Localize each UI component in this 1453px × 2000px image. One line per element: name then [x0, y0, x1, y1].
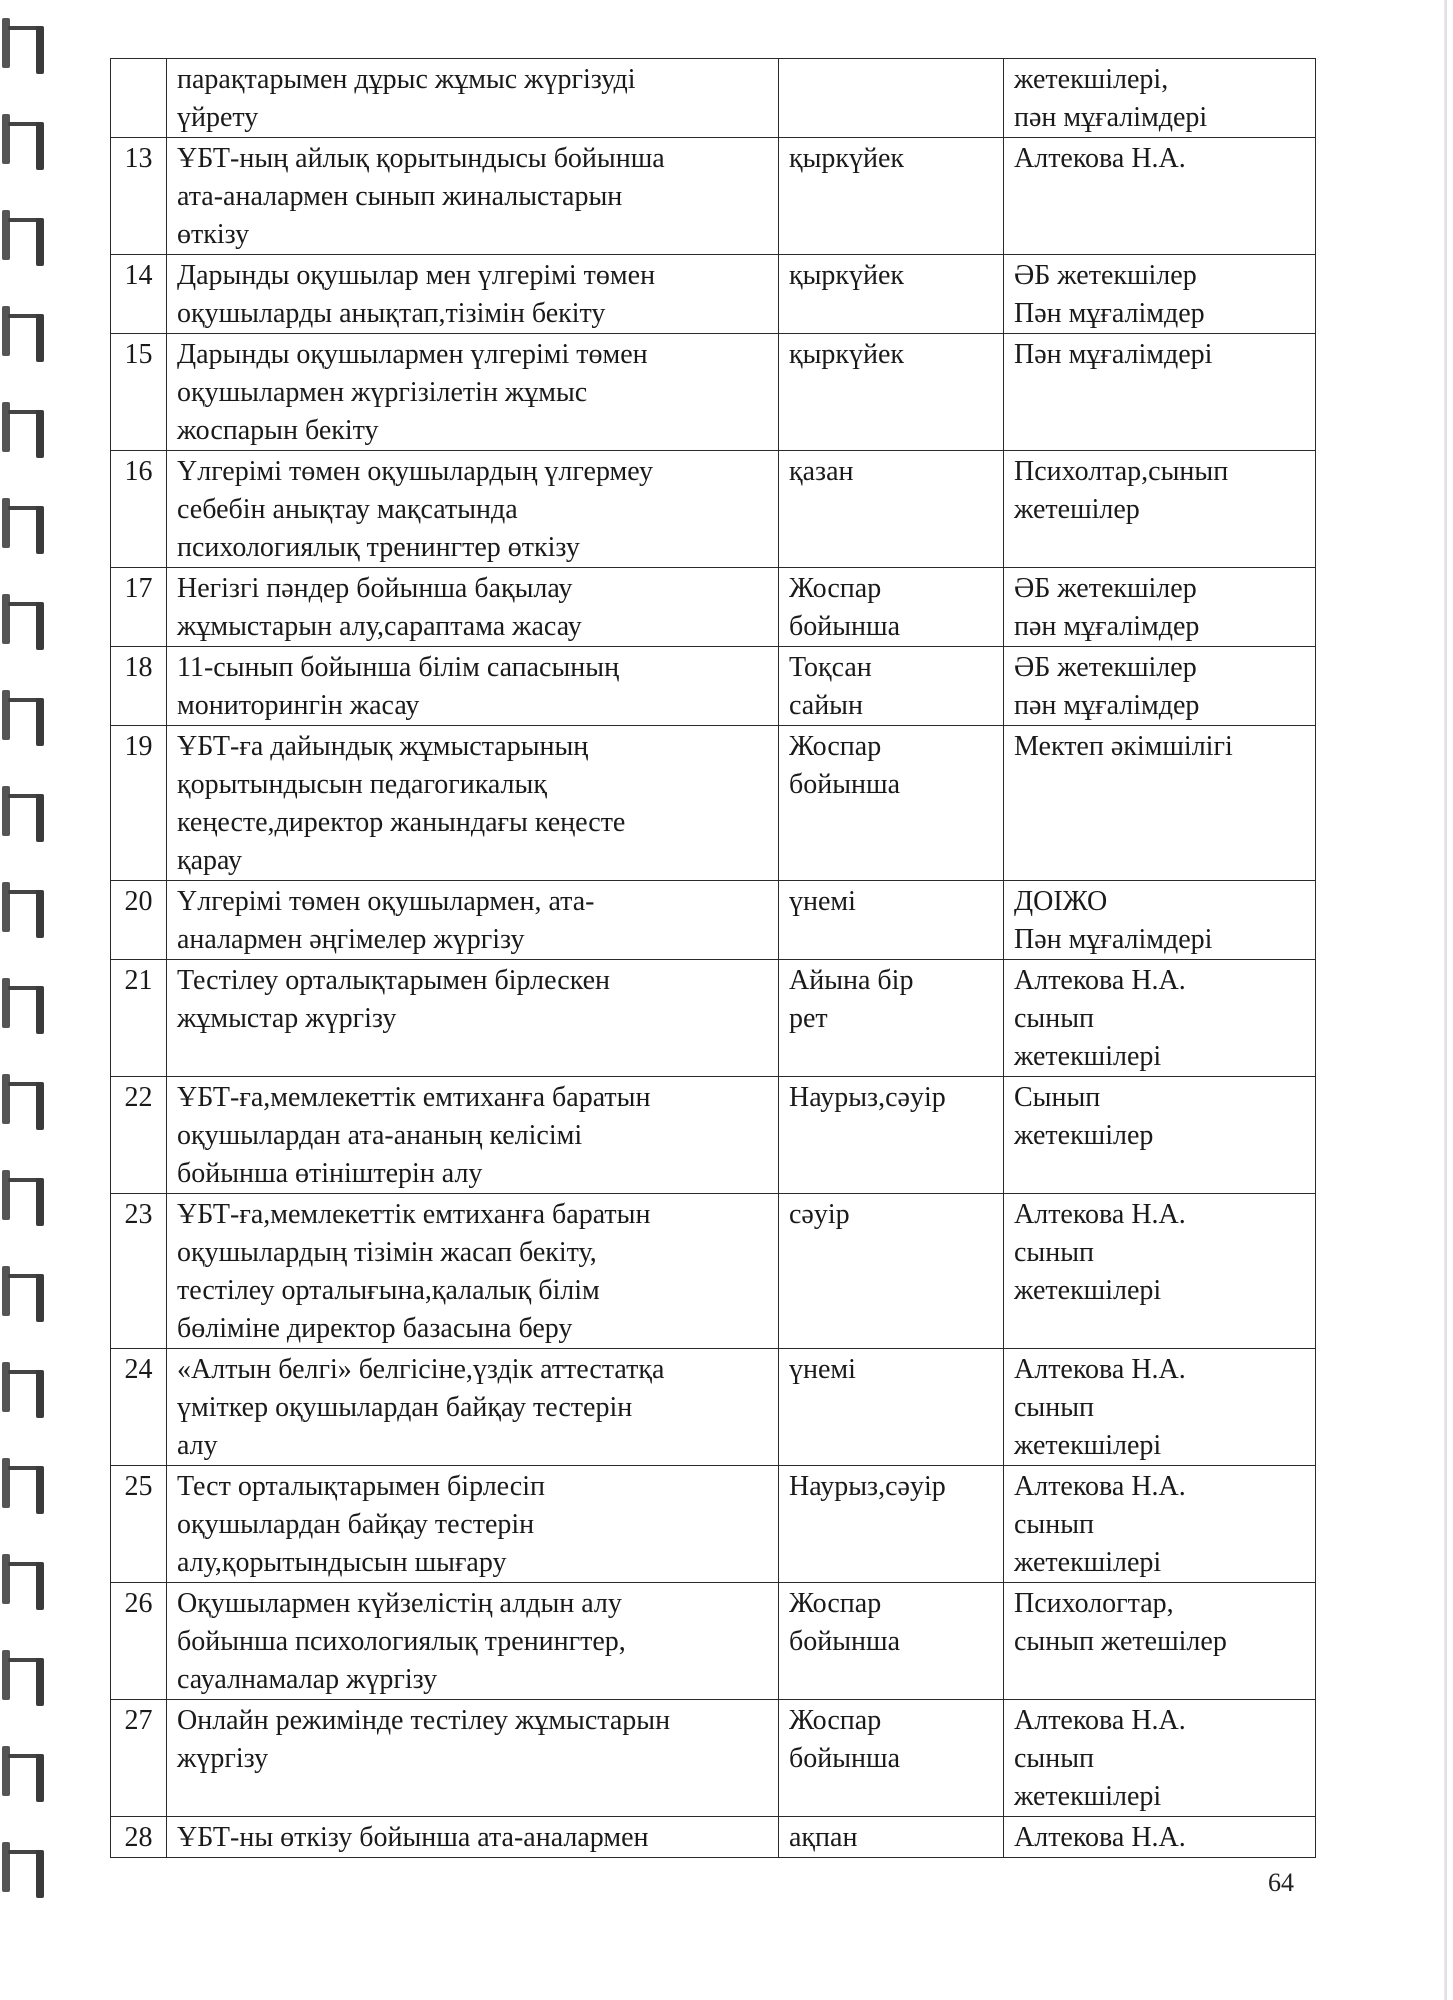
action-cell: 11-сынып бойынша білім сапасының мониторингін жасау — [167, 647, 779, 726]
action-cell: ҰБТ-ны өткізу бойынша ата-аналармен — [167, 1817, 779, 1858]
table-row — [111, 1466, 1316, 1583]
binding-ring — [0, 402, 48, 460]
action-cell: «Алтын белгі» белгісіне,үздік аттестатқа үміткер оқушылардан байқау тестерін алу — [167, 1349, 779, 1466]
binding-ring — [0, 18, 48, 76]
action-cell: Оқушылармен күйзелістің алдын алу бойынша психологиялық тренингтер, сауалнамалар жүргізу — [167, 1583, 779, 1700]
date-cell: Наурыз,сәуір — [779, 1077, 1004, 1194]
action-cell: Үлгерімі төмен оқушылармен, ата- аналармен әңгімелер жүргізу — [167, 881, 779, 960]
table-row — [111, 1349, 1316, 1466]
action-cell: ҰБТ-ға дайындық жұмыстарының қорытындысын педагогикалық кеңесте,директор жанындағы кеңесте қарау — [167, 726, 779, 881]
date-cell: ақпан — [779, 1817, 1004, 1858]
binding-ring — [0, 1074, 48, 1132]
binding-ring — [0, 786, 48, 844]
table-row — [111, 334, 1316, 451]
responsible-cell: Психолтар,сынып жетешілер — [1004, 451, 1316, 568]
date-cell: сәуір — [779, 1194, 1004, 1349]
action-cell: Дарынды оқушылар мен үлгерімі төмен оқушыларды анықтап,тізімін бекіту — [167, 255, 779, 334]
binding-ring — [0, 882, 48, 940]
row-number-cell: 15 — [111, 334, 167, 451]
date-cell: Жоспар бойынша — [779, 1583, 1004, 1700]
date-cell: Жоспар бойынша — [779, 1700, 1004, 1817]
table-row — [111, 451, 1316, 568]
responsible-cell: ДОІЖО Пән мұғалімдері — [1004, 881, 1316, 960]
page-edge — [1444, 0, 1447, 2000]
binding-ring — [0, 498, 48, 556]
date-cell: қыркүйек — [779, 334, 1004, 451]
row-number-cell: 21 — [111, 960, 167, 1077]
date-cell: Тоқсан сайын — [779, 647, 1004, 726]
row-number-cell — [111, 59, 167, 138]
date-cell: қазан — [779, 451, 1004, 568]
binding-ring — [0, 210, 48, 268]
table-row — [111, 59, 1316, 138]
action-cell: ҰБТ-ға,мемлекеттік емтиханға баратын оқушылардың тізімін жасап бекіту, тестілеу орталығына,қалалық білім бөліміне директор базасына беру — [167, 1194, 779, 1349]
action-cell: парақтарымен дұрыс жұмыс жүргізуді үйрету — [167, 59, 779, 138]
row-number-cell: 22 — [111, 1077, 167, 1194]
binding-ring — [0, 306, 48, 364]
work-plan-table — [110, 58, 1316, 1858]
responsible-cell: Мектеп әкімшілігі — [1004, 726, 1316, 881]
table-row — [111, 960, 1316, 1077]
binding-ring — [0, 978, 48, 1036]
table-row — [111, 1700, 1316, 1817]
responsible-cell: Сынып жетекшілер — [1004, 1077, 1316, 1194]
responsible-cell: ӘБ жетекшілер пән мұғалімдер — [1004, 647, 1316, 726]
binding-ring — [0, 1266, 48, 1324]
row-number-cell: 25 — [111, 1466, 167, 1583]
row-number-cell: 20 — [111, 881, 167, 960]
binding-ring — [0, 594, 48, 652]
action-cell: ҰБТ-ға,мемлекеттік емтиханға баратын оқушылардан ата-ананың келісімі бойынша өтініштерін алу — [167, 1077, 779, 1194]
binding-ring — [0, 1842, 48, 1900]
action-cell: Тест орталықтарымен бірлесіп оқушылардан байқау тестерін алу,қорытындысын шығару — [167, 1466, 779, 1583]
binding-ring — [0, 1554, 48, 1612]
responsible-cell: Алтекова Н.А. сынып жетекшілері — [1004, 1466, 1316, 1583]
date-cell: үнемі — [779, 1349, 1004, 1466]
date-cell — [779, 59, 1004, 138]
table-row — [111, 647, 1316, 726]
table-row — [111, 255, 1316, 334]
page-number: 64 — [1268, 1868, 1294, 1897]
date-cell: үнемі — [779, 881, 1004, 960]
responsible-cell: Алтекова Н.А. сынып жетекшілері — [1004, 1194, 1316, 1349]
row-number-cell: 24 — [111, 1349, 167, 1466]
row-number-cell: 26 — [111, 1583, 167, 1700]
table-row — [111, 1583, 1316, 1700]
date-cell: Жоспар бойынша — [779, 726, 1004, 881]
responsible-cell: Алтекова Н.А. сынып жетекшілері — [1004, 960, 1316, 1077]
binding-ring — [0, 1362, 48, 1420]
action-cell: Үлгерімі төмен оқушылардың үлгермеу себебін анықтау мақсатында психологиялық тренингтер өткізу — [167, 451, 779, 568]
responsible-cell: ӘБ жетекшілер Пән мұғалімдер — [1004, 255, 1316, 334]
date-cell: қыркүйек — [779, 255, 1004, 334]
responsible-cell: Пән мұғалімдері — [1004, 334, 1316, 451]
binding-ring — [0, 1458, 48, 1516]
row-number-cell: 27 — [111, 1700, 167, 1817]
date-cell: Айына бір рет — [779, 960, 1004, 1077]
date-cell: Жоспар бойынша — [779, 568, 1004, 647]
binding-ring — [0, 1650, 48, 1708]
row-number-cell: 17 — [111, 568, 167, 647]
binding-ring — [0, 114, 48, 172]
date-cell: Наурыз,сәуір — [779, 1466, 1004, 1583]
table-row — [111, 1077, 1316, 1194]
binding-ring — [0, 1170, 48, 1228]
responsible-cell: Алтекова Н.А. сынып жетекшілері — [1004, 1700, 1316, 1817]
action-cell: Онлайн режимінде тестілеу жұмыстарын жүргізу — [167, 1700, 779, 1817]
table-row — [111, 726, 1316, 881]
row-number-cell: 28 — [111, 1817, 167, 1858]
date-cell: қыркүйек — [779, 138, 1004, 255]
table-row — [111, 1194, 1316, 1349]
responsible-cell: Алтекова Н.А. — [1004, 138, 1316, 255]
table-row — [111, 1817, 1316, 1858]
table-row — [111, 138, 1316, 255]
row-number-cell: 23 — [111, 1194, 167, 1349]
action-cell: Негізгі пәндер бойынша бақылау жұмыстарын алу,сараптама жасау — [167, 568, 779, 647]
action-cell: ҰБТ-ның айлық қорытындысы бойынша ата-аналармен сынып жиналыстарын өткізу — [167, 138, 779, 255]
row-number-cell: 13 — [111, 138, 167, 255]
table-body — [111, 59, 1316, 1858]
row-number-cell: 16 — [111, 451, 167, 568]
responsible-cell: Алтекова Н.А. сынып жетекшілері — [1004, 1349, 1316, 1466]
responsible-cell: жетекшілері, пән мұғалімдері — [1004, 59, 1316, 138]
responsible-cell: Психологтар, сынып жетешілер — [1004, 1583, 1316, 1700]
action-cell: Тестілеу орталықтарымен бірлескен жұмыстар жүргізу — [167, 960, 779, 1077]
row-number-cell: 18 — [111, 647, 167, 726]
responsible-cell: ӘБ жетекшілер пән мұғалімдер — [1004, 568, 1316, 647]
responsible-cell: Алтекова Н.А. — [1004, 1817, 1316, 1858]
row-number-cell: 19 — [111, 726, 167, 881]
row-number-cell: 14 — [111, 255, 167, 334]
spiral-binding — [0, 0, 60, 2000]
binding-ring — [0, 1746, 48, 1804]
binding-ring — [0, 690, 48, 748]
table-row — [111, 568, 1316, 647]
action-cell: Дарынды оқушылармен үлгерімі төмен оқушылармен жүргізілетін жұмыс жоспарын бекіту — [167, 334, 779, 451]
table-row — [111, 881, 1316, 960]
